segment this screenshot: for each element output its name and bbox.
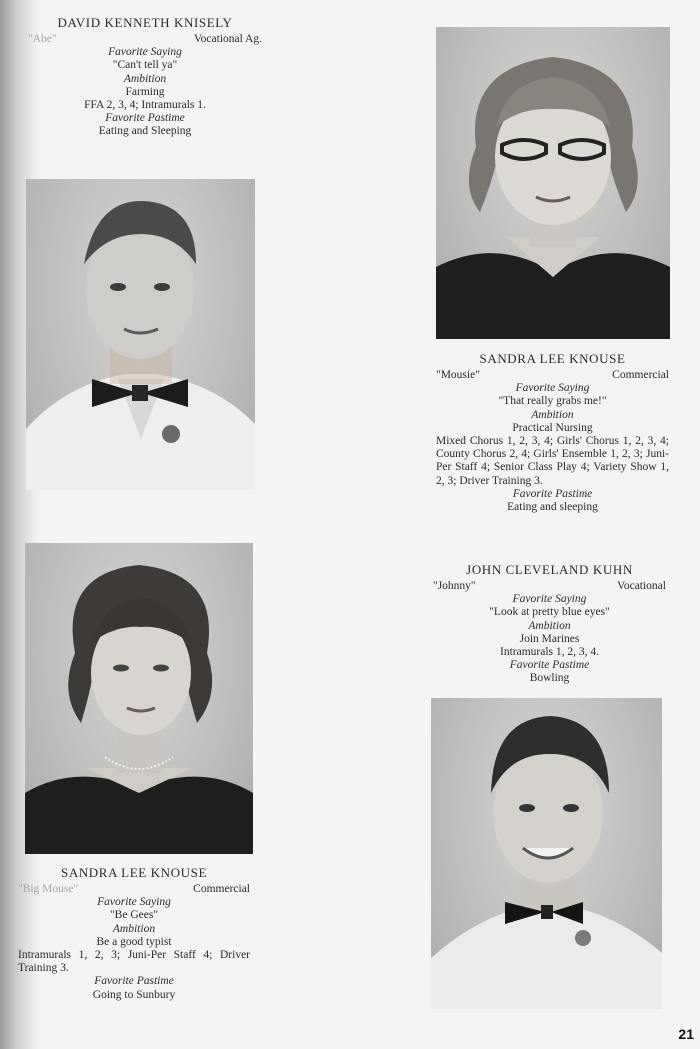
pastime-label: Favorite Pastime [105, 112, 185, 125]
page-number: 21 [678, 1026, 694, 1042]
student-name: DAVID KENNETH KNISELY [57, 15, 233, 30]
pastime-label: Favorite Pastime [94, 975, 174, 988]
ambition-label: Ambition [528, 619, 571, 632]
student-pastime: Going to Sunbury [92, 988, 176, 1001]
student-name: SANDRA LEE KNOUSE [61, 865, 207, 880]
student-name: JOHN CLEVELAND KUHN [466, 562, 633, 577]
student-ambition: Farming [125, 85, 165, 98]
student-ambition: Practical Nursing [512, 421, 593, 434]
portrait-photo-kuhn [431, 698, 662, 1009]
student-entry-knouse-big-mouse [18, 865, 250, 1002]
student-entry-kuhn [433, 562, 666, 686]
student-pastime: Eating and sleeping [507, 501, 598, 514]
portrait-photo-knisely [26, 179, 255, 490]
student-pastime: Eating and Sleeping [98, 125, 192, 138]
student-activities: Intramurals 1, 2, 3; Juni-Per Staff 4; Driver Training 3. [18, 949, 250, 975]
student-nickname: "Johnny" [433, 580, 476, 592]
student-course: Commercial [612, 369, 669, 381]
student-ambition: Be a good typist [96, 935, 172, 948]
student-ambition: Join Marines [519, 632, 580, 645]
saying-label: Favorite Saying [512, 593, 587, 606]
student-name: SANDRA LEE KNOUSE [479, 351, 626, 366]
student-course: Vocational Ag. [193, 33, 262, 45]
student-nickname: "Big Mouse" [18, 883, 79, 895]
student-entry-knouse-mousie [436, 351, 669, 514]
student-activities: Intramurals 1, 2, 3, 4. [499, 646, 599, 659]
pastime-label: Favorite Pastime [512, 487, 593, 500]
pastime-label: Favorite Pastime [509, 659, 590, 672]
student-activities: FFA 2, 3, 4; Intramurals 1. [84, 99, 206, 112]
student-activities: Mixed Chorus 1, 2, 3, 4; Girls' Chorus 1, 2, 3, 4; County Chorus 2, 4; Girls' Ensemble 1, 2, 3; Juni-Per Staff 4; Senior Class Play 4; Variety Show 1, 2, 3; Driver Training 3. [436, 435, 669, 487]
student-course: Vocational [617, 580, 666, 592]
student-saying: "Can't tell ya" [112, 59, 178, 72]
saying-label: Favorite Saying [97, 896, 171, 909]
student-saying: "Look at pretty blue eyes" [489, 606, 610, 619]
student-saying: "Be Gees" [109, 909, 159, 922]
saying-label: Favorite Saying [515, 382, 590, 395]
saying-label: Favorite Saying [108, 46, 182, 59]
student-nickname: "Abe" [28, 33, 57, 45]
ambition-label: Ambition [531, 408, 574, 421]
ambition-label: Ambition [112, 922, 156, 935]
student-entry-knisely [28, 15, 262, 139]
student-saying: "That really grabs me!" [498, 395, 607, 408]
student-course: Commercial [193, 883, 250, 895]
student-nickname: "Mousie" [436, 369, 480, 381]
portrait-photo-knouse-big-mouse [25, 543, 253, 854]
portrait-photo-knouse-mousie [436, 27, 670, 339]
student-pastime: Bowling [529, 672, 570, 685]
ambition-label: Ambition [123, 72, 167, 85]
